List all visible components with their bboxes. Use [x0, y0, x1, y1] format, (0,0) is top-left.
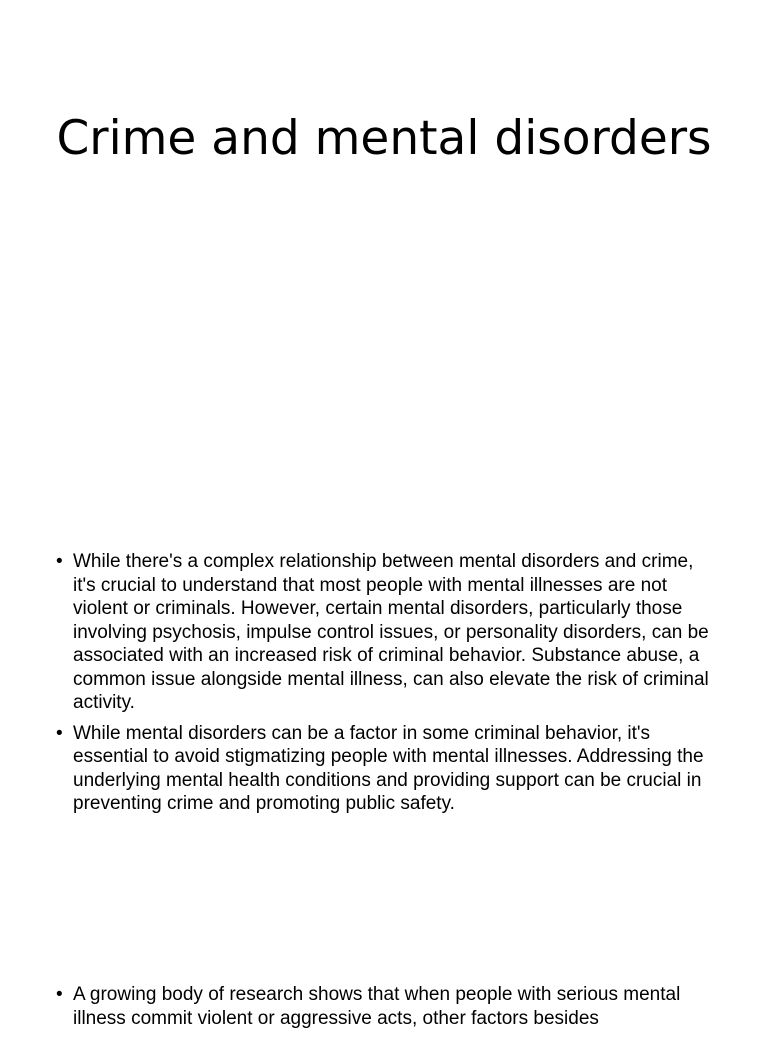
page-title: Crime and mental disorders: [56, 111, 712, 166]
bullet-item: [56, 722, 716, 816]
bullet-text: A growing body of research shows that when people with serious mental illness commit violent or aggressive acts, other factors besides: [73, 984, 681, 1029]
bullet-text: While there's a complex relationship between mental disorders and crime, it's crucial to understand that most people with mental illnesses are not violent or criminals. However, certain mental disorders, particularly those involving psychosis, impulse control issues, or personality disorders, can be associated with an increased risk of criminal behavior. Substance abuse, a common issue alongside mental illness, can also elevate the risk of criminal activity.: [73, 551, 709, 713]
bullet-marker: •: [56, 551, 63, 572]
bullet-marker: •: [56, 722, 63, 744]
bullet-marker: •: [56, 984, 63, 1005]
bullet-list: [56, 550, 716, 823]
bullet-item: [56, 983, 716, 1030]
bullet-list: [56, 983, 716, 1037]
bullet-text: While mental disorders can be a factor in some criminal behavior, it's essential to avoid stigmatizing people with mental illnesses. Addressing the underlying mental health conditions and providing support can be crucial in preventing crime and promoting public safety.: [73, 722, 704, 814]
bullet-item: [56, 550, 716, 715]
